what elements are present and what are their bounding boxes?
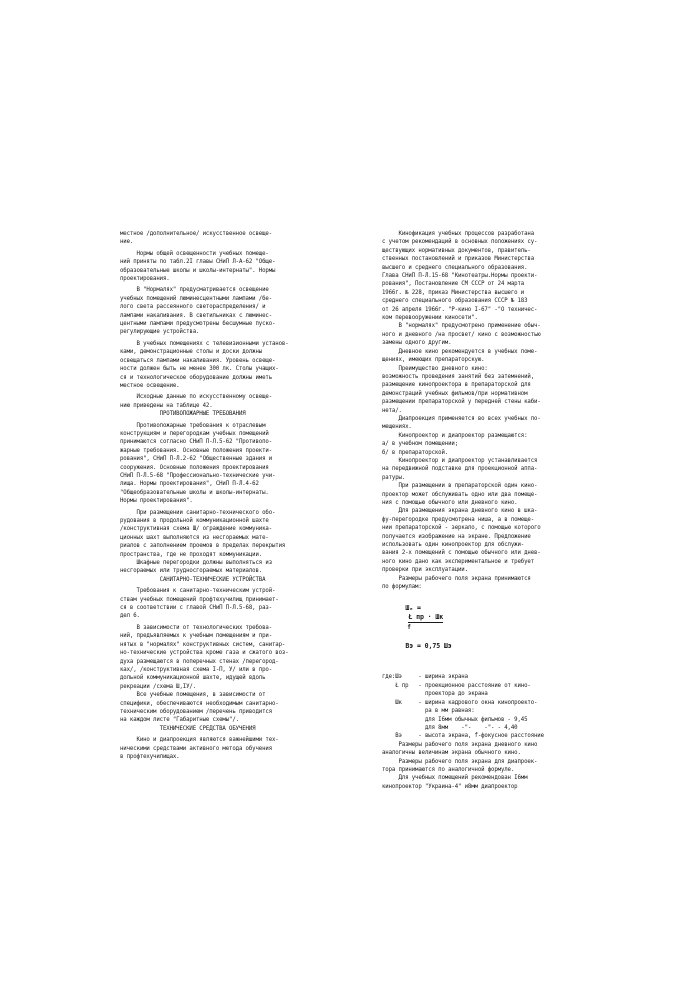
screen-height-formula: Вэ = 0,75 Шэ [390,642,452,651]
text-line: нию приведены на таблице 42. [120,402,213,409]
text-line: замены одного другим. [382,340,452,347]
text-line: /конструктивная схема Ш/ ограждение коммуника- [120,526,272,533]
text-line: Дневное кино рекомендуется в учебных поме- [382,348,538,355]
text-line: Кинопроектор и диапроектор размещаются: [382,432,528,439]
text-line: ществующих нормативных документов, правитель- [382,247,531,254]
text-line: Ł пр - проекционное расстояние от кино- [382,682,531,689]
text-line: При размещении в препараторской один кино- [382,483,538,490]
text-line: ния с помощью обычного или дневного кино. [382,500,518,506]
text-line: ного и дневного /на просвет/ кино с возможностью [382,331,541,338]
text-line: жарные требования. Основные положения проекти- [120,447,272,454]
text-line: местное освещение. [120,382,180,389]
text-line: ционных шахт выполняются из несгораемых мате- [120,534,269,541]
formula-lhs: Шₑ = [405,604,421,613]
text-line: лампами накаливания. В светильниках с люминес- [120,312,272,319]
text-line: возможность проведения занятий без затемнений, [382,373,534,380]
text-line: местное /дополнительное/ искусственное освеще- [120,231,272,237]
text-line: несгораемых или трудносгораемых материалов. [120,568,263,575]
text-line: Размеры рабочего поля экрана для диапроек- [382,758,538,765]
text-line: мещениях. [382,424,412,431]
text-line: тора принимаются по аналогичной формуле. [382,766,515,773]
text-line: образовательные школы и школы-интернаты". Нормы [120,267,276,274]
formula-denominator: f [407,625,411,632]
text-line: размещение кинопроектора в препараторской для [382,382,531,389]
text-line: для I6мм обычных фильмов - 9,45 [382,716,528,723]
text-line: для 8мм -"- -"- - 4,40 [382,724,518,731]
text-line: демонстраций учебных фильмов/при нормативном [382,390,528,397]
text-line: 1966г. № 228, приказ Министерства высшего и [382,289,525,296]
text-line: в профтехучилищах. [120,753,180,760]
right-column-bottom-text [382,673,634,791]
text-line: дольной коммуникационной шахте, идущей вдоль [120,675,266,682]
text-line: СНиП П-Л.5-68 "Профессионально-технические учи- [120,472,276,479]
text-line: высшего и среднего специального образования. [382,264,528,271]
text-line: на каждом листе "Габаритные схемы"/. [120,717,239,724]
text-line: Шк - ширина кадрового окна кинопроекто- [382,699,538,706]
text-line: При размещении санитарно-технического обо- [120,509,276,516]
text-line: Исходные данные по искусственному освеще- [120,394,272,401]
text-line: учебных помещений люминесцентными лампами /бе- [120,295,272,302]
text-line: лища. Нормы проектирования", СНиП П-Л.4-62 [120,481,259,488]
text-line: Кинопроектор и диапроектор устанавливается [382,457,538,464]
text-line: духа размещаются в поперечных стенах /перегород- [120,658,279,665]
text-line: Кино и диапроекция являются важнейшими тех- [120,737,279,744]
screen-width-formula [390,595,634,669]
text-line: рования", Постановление СМ СССР от 24 марта [382,281,525,288]
left-column [120,230,372,761]
text-line: В зависимости от технологических требова- [120,624,272,631]
text-line: проверки при эксплуатации. [382,567,468,574]
text-line: ного кино дано как экспериментальное и требует [382,558,534,565]
text-line: Вэ - высота экрана, f-фокусное расстояние [382,733,544,740]
text-line: Противопожарные требования к отраслевым [120,422,266,429]
text-line: В "Нормалях" предусматривается освещение [120,287,269,294]
text-line: ний приняты по табл.2I главы СНиП Л-А-62 "Обще- [120,259,276,266]
text-line: ности должен быть не менее 300 лк. Столы учащих- [120,366,279,373]
text-line: ПРОТИВОПОЖАРНЫЕ ТРЕБОВАНИЯ [120,411,246,418]
text-line: ках/, /конструктивная схема I-П, У/ или в про- [120,666,272,673]
text-line: проектирования. [120,276,170,283]
text-line: техническим оборудованием /перечень приводится [120,708,272,715]
text-line: дел 6. [120,613,140,620]
text-line: Для размещения экрана дневного кино в шка- [382,508,538,515]
text-line: получается изображение на экране. Предложение [382,533,531,540]
text-line: рудования в продольной коммуникационной шахте [120,518,269,524]
text-line: рекреации /схема Ш,IУ/. [120,683,196,690]
text-line: "Общеобразовательные школы и школы-интернаты. [120,489,269,496]
text-line: ками, демонстрационные столы и доски должны [120,349,263,356]
text-line: освещаться лампами накаливания. Уровень освеще- [120,357,276,364]
text-line: центными лампами предусмотрены бесшумные пуско- [120,321,276,328]
text-line: ся и технологическое оборудование должны иметь [120,374,272,381]
text-line: Диапроекция применяется во всех учебных по- [382,415,541,422]
text-line: Для учебных помещений рекомендован I6мм [382,775,528,782]
text-line: ратуры. [382,474,406,481]
text-line: пространства, где не проходят коммуникации. [120,551,263,558]
text-line: проектора до экрана [382,691,488,698]
text-line: ся в соответствии с главой СНиП П-Л.5-68, раз- [120,605,272,612]
text-line: лого света рассеянного светораспределения/ и [120,304,266,311]
text-line: использовать один кинопроектор для обслужи- [382,542,525,549]
text-line: нятых в "нормалях" конструктивных систем, санитар- [120,641,286,648]
formula-numerator: Ł пр · Шк [408,613,444,622]
text-line: ком перевооружении киносети". [382,315,478,322]
text-line: принимаются согласно СНиП П-Л.5-62 "Противопо- [120,439,272,446]
text-line: где:Шэ - ширина экрана [382,674,468,681]
text-line: от 26 апреля 1966г. "Р-кино I-67" -"О техничес- [382,306,538,313]
text-line: проектор может обслуживать одно или два помеще- [382,491,538,498]
text-line: б/ в препараторской. [382,449,449,456]
text-line: рования", СНиП П-Л.2-62 "Общественные здания и [120,456,272,463]
text-line: кинопроектор "Украина-4" и8мм диапроектор [382,783,518,790]
text-line: фу-перегородке предусмотрена ниша, а в помеще- [382,516,534,523]
text-line: Требования к санитарно-техническим устрой- [120,588,276,595]
text-line: с учетом рекомендаций в основных положениях су- [382,239,538,246]
text-line: специфики, обеспечиваются необходимым санитарно- [120,700,279,707]
text-line: ра в мм равная: [382,708,475,715]
text-line: регулирующие устройства. [120,329,200,336]
text-line: риалов с заполнением проемов в пределах перекрытия [120,543,286,550]
text-line: нии препараторской - зеркало, с помощью которого [382,525,541,532]
text-line: ническими средствами активного метода обучения [120,745,272,752]
text-line: аналогичны величинам экрана обычного кино. [382,750,521,757]
text-line: Нормы общей освещенности учебных помеще- [120,250,269,257]
text-line: а/ в учебном помещении; [382,441,458,448]
text-line: но-технические устройства кроме газа и сжатого воз- [120,650,289,657]
text-line: щениях, имеющих препараторскую. [382,357,485,364]
text-line: конструкциям и перегородкам учебных помещений [120,430,269,437]
text-line: Нормы проектирования". [120,498,193,505]
text-line: ствам учебных помещений профтехучилищ принимает- [120,596,279,603]
text-line: вания 2-х помещений с помощью обычного или днев- [382,550,541,557]
text-line: Кинофикация учебных процессов разработана [382,231,534,237]
text-line: ТЕХНИЧЕСКИЕ СРЕДСТВА ОБУЧЕНИЯ [120,725,256,732]
text-line: сооружения. Основные положения проектирования [120,464,269,471]
right-column [382,230,634,791]
text-line: ний, предъявляемых к учебным помещениям и при- [120,633,272,640]
text-line: Размеры рабочего поля экрана дневного кино [382,741,538,748]
text-line: В "нормалях" предусмотрено применение обыч- [382,323,541,330]
text-line: ственных постановлений и приказов Министерства [382,256,534,263]
text-line: Глава СНиП П-Л.15-68 "Кинотеатры.Нормы проекти- [382,273,538,280]
text-line: САНИТАРНО-ТЕХНИЧЕСКИЕ УСТРОЙСТВА [120,576,266,583]
text-line: Все учебные помещения, в зависимости от [120,692,266,699]
text-line: среднего специального образования СССР № 183 [382,298,528,305]
text-line: Преимущество дневного кино: [382,365,488,372]
text-line: В учебных помещениях с телевизионными установ- [120,340,289,347]
text-line: размещении препараторской у передней стены каби- [382,399,541,406]
text-line: Размеры рабочего поля экрана принимаются [382,575,531,582]
text-line: Шкафные перегородки должны выполняться из [120,560,272,567]
text-line: нета/. [382,407,402,414]
text-line: по формулам: [382,584,422,591]
text-line: ние. [120,239,134,246]
right-column-top-text [382,230,634,591]
text-line: на передвижной подставке для проекционной аппа- [382,466,538,473]
